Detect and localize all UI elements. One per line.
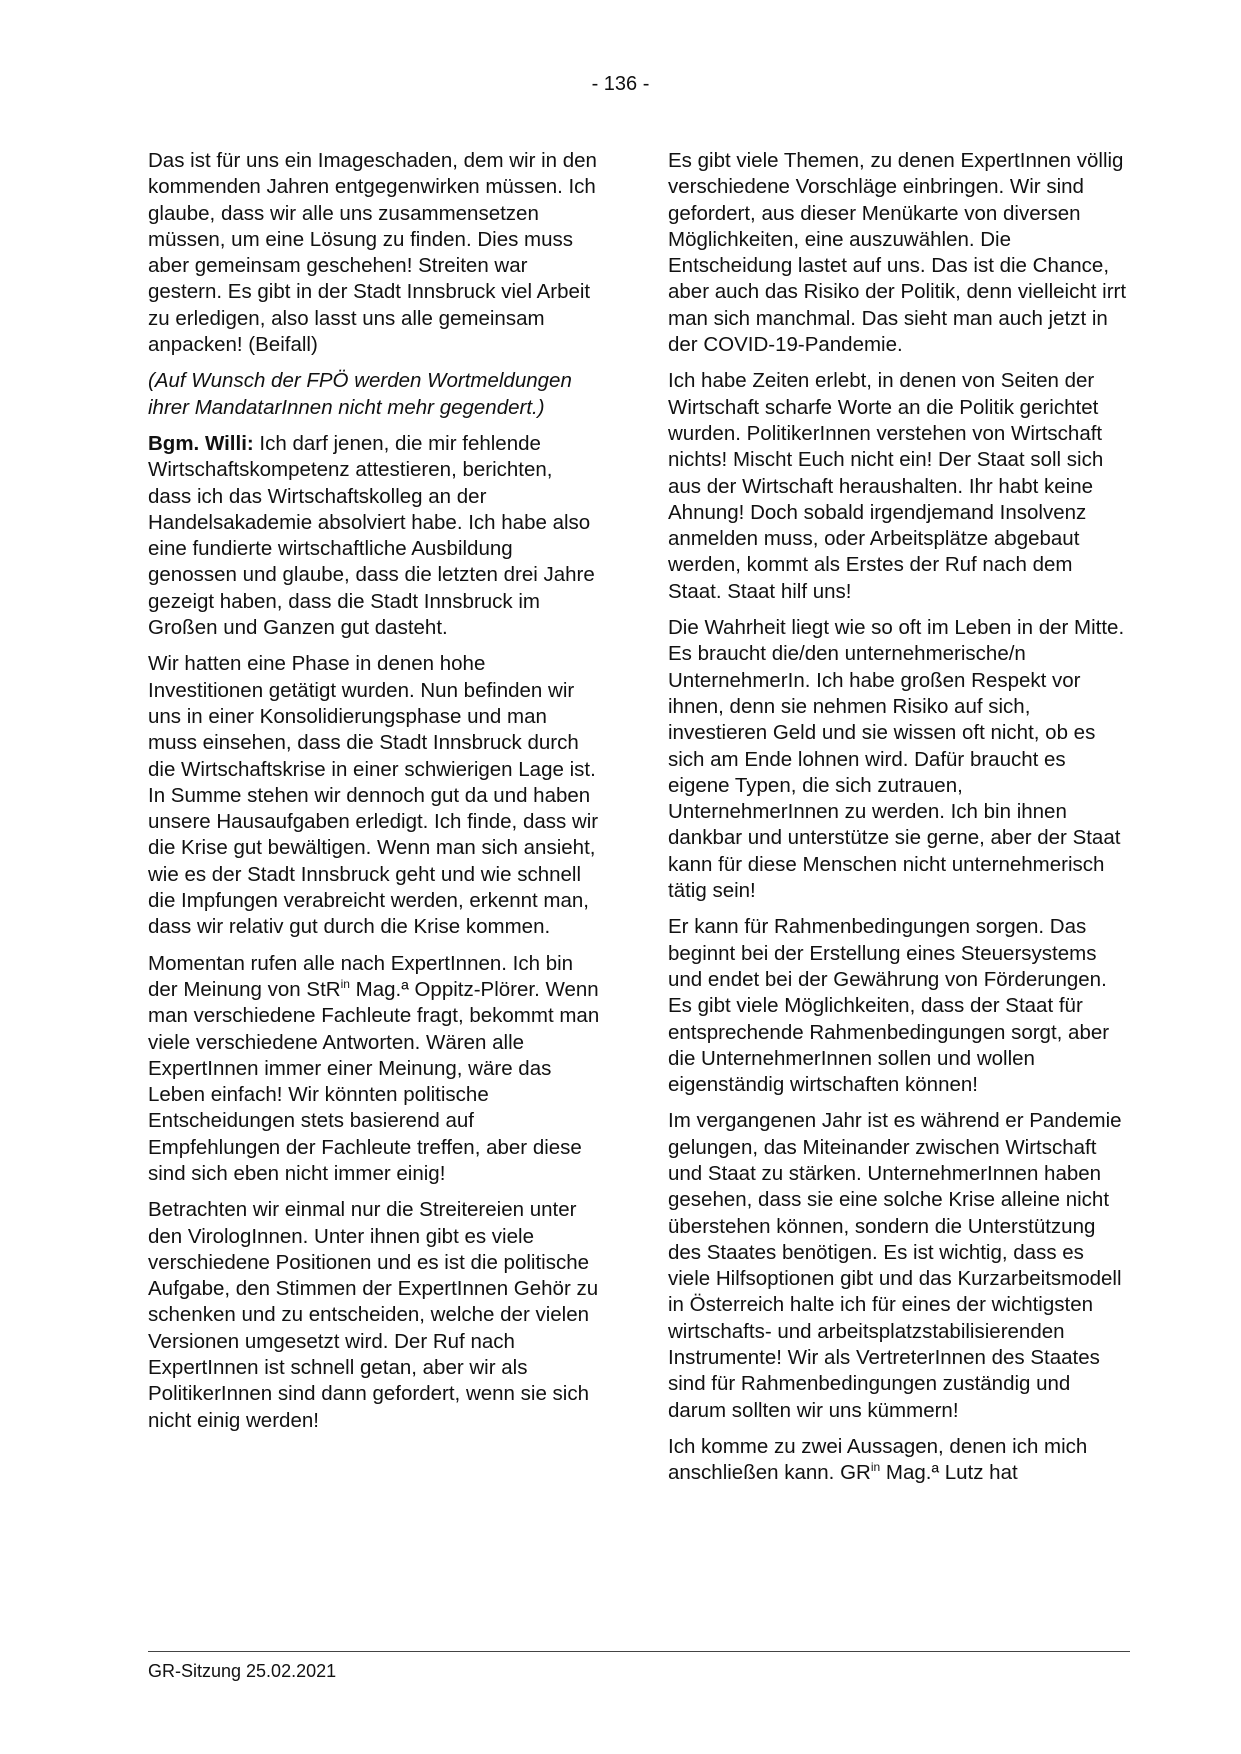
speaker-name: Bgm. Willi: bbox=[148, 431, 254, 455]
footer-session-date: GR-Sitzung 25.02.2021 bbox=[148, 1661, 337, 1681]
speaker-text: Ich darf jenen, die mir fehlende Wirtschaftskompetenz attestieren, berichten, dass ich das Wirtschaftskolleg an der Handelsakademie absolviert habe. Ich habe also eine fundierte wirtschaftliche Ausbildung genossen und glaube, dass die letzten drei Jahre gezeigt haben, dass die Stadt Innsbruck im Großen und Ganzen gut dasteht. bbox=[148, 431, 595, 640]
paragraph: Wir hatten eine Phase in denen hohe Investitionen getätigt wurden. Nun befinden wir uns in einer Konsolidierungsphase und man muss einsehen, dass die Stadt Innsbruck durch die Wirtschaftskrise in einer schwierigen Lage ist. In Summe stehen wir dennoch gut da und haben unsere Hausaufgaben erledigt. Ich finde, dass wir die Krise gut bewältigen. Wenn man sich ansieht, wie es der Stadt Innsbruck geht und wie schnell die Impfungen verabreicht werden, erkennt man, dass wir relativ gut durch die Krise kommen. bbox=[148, 652, 599, 939]
paragraph bbox=[668, 1434, 1130, 1487]
page-number: - 136 - bbox=[591, 73, 650, 95]
paragraph: Er kann für Rahmenbedingungen sorgen. Das beginnt bei der Erstellung eines Steuersystems und endet bei der Gewährung von Förderungen. Es gibt viele Möglichkeiten, dass der Staat für entsprechende Rahmenbedingungen sorgt, aber die UnternehmerInnen sollen und wollen eigenständig wirtschaften können! bbox=[668, 915, 1110, 1097]
footer-divider bbox=[148, 1651, 1130, 1652]
paragraph: Ich habe Zeiten erlebt, in denen von Seiten der Wirtschaft scharfe Worte an die Politik gerichtet wurden. PolitikerInnen verstehen von Wirtschaft nichts! Mischt Euch nicht ein! Der Staat soll sich aus der Wirtschaft heraushalten. Ihr habt keine Ahnung! Doch sobald irgendjemand Insolvenz anmelden muss, oder Arbeitsplätze abgebaut werden, kommt als Erstes der Ruf nach dem Staat. Staat hilf uns! bbox=[668, 369, 1104, 603]
paragraph: Im vergangenen Jahr ist es während er Pandemie gelungen, das Miteinander zwischen Wirtschaft und Staat zu stärken. UnternehmerInnen haben gesehen, dass sie eine solche Krise alleine nicht überstehen können, sondern die Unterstützung des Staates benötigen. Es ist wichtig, dass es viele Hilfsoptionen gibt und das Kurzarbeitsmodell in Österreich halte ich für eines der wichtigsten wirtschafts- und arbeitsplatzstabilisierenden Instrumente! Wir als VertreterInnen des Staates sind für Rahmenbedingungen zuständig und darum sollten wir uns kümmern! bbox=[668, 1109, 1122, 1422]
paragraph: Betrachten wir einmal nur die Streitereien unter den VirologInnen. Unter ihnen gibt es viele verschiedene Positionen und es ist die politische Aufgabe, den Stimmen der ExpertInnen Gehör zu schenken und zu entscheiden, welche der vielen Versionen umgesetzt wird. Der Ruf nach ExpertInnen ist schnell getan, aber wir als PolitikerInnen sind dann gefordert, wenn sie sich nicht einig werden! bbox=[148, 1198, 599, 1432]
paragraph: Die Wahrheit liegt wie so oft im Leben in der Mitte. Es braucht die/den unternehmerische/n UnternehmerIn. Ich habe großen Respekt vor ihnen, denn sie nehmen Risiko auf sich, investieren Geld und sie wissen oft nicht, ob es sich am Ende lohnen wird. Dafür braucht es eigene Typen, die sich zutrauen, UnternehmerInnen zu werden. Ich bin ihnen dankbar und unterstütze sie gerne, aber der Staat kann für diese Menschen nicht unternehmerisch tätig sein! bbox=[668, 616, 1125, 903]
right-column bbox=[668, 148, 1130, 1497]
superscript: in bbox=[870, 1460, 881, 1475]
paragraph: Das ist für uns ein Imageschaden, dem wir in den kommenden Jahren entgegenwirken müssen. Ich glaube, dass wir alle uns zusammensetzen müssen, um eine Lösung zu finden. Dies muss aber gemeinsam geschehen! Streiten war gestern. Es gibt in der Stadt Innsbruck viel Arbeit zu erledigen, also lasst uns alle gemeinsam anpacken! (Beifall) bbox=[148, 149, 597, 357]
paragraph-text: Ich komme zu zwei Aussagen, denen ich mich anschließen kann. GR bbox=[668, 1434, 1088, 1485]
paragraph bbox=[148, 951, 600, 1188]
speaker-paragraph bbox=[148, 431, 600, 641]
paragraph-text: Mag.ª Lutz hat bbox=[880, 1461, 1018, 1485]
left-column bbox=[148, 148, 600, 1444]
paragraph: Es gibt viele Themen, zu denen ExpertInnen völlig verschiedene Vorschläge einbringen. Wir sind gefordert, aus dieser Menükarte von diversen Möglichkeiten, eine auszuwählen. Die Entscheidung lastet auf uns. Das ist die Chance, aber auch das Risiko der Politik, denn vielleicht irrt man sich manchmal. Das sieht man auch jetzt in der COVID-19-Pandemie. bbox=[668, 149, 1127, 357]
superscript: in bbox=[340, 976, 350, 991]
paragraph-text: Mag.ª Oppitz-Plörer. Wenn man verschiedene Fachleute fragt, bekommt man viele verschiedene Antworten. Wären alle ExpertInnen immer einer Meinung, wäre das Leben einfach! Wir könnten politische Entscheidungen stets basierend auf Empfehlungen der Fachleute treffen, aber diese sind sich eben nicht immer einig! bbox=[148, 977, 600, 1185]
paragraph-text: Momentan rufen alle nach ExpertInnen. Ich bin der Meinung von StR bbox=[148, 951, 574, 1001]
editorial-note: (Auf Wunsch der FPÖ werden Wortmeldungen ihrer MandatarInnen nicht mehr gegendert.) bbox=[148, 369, 572, 419]
